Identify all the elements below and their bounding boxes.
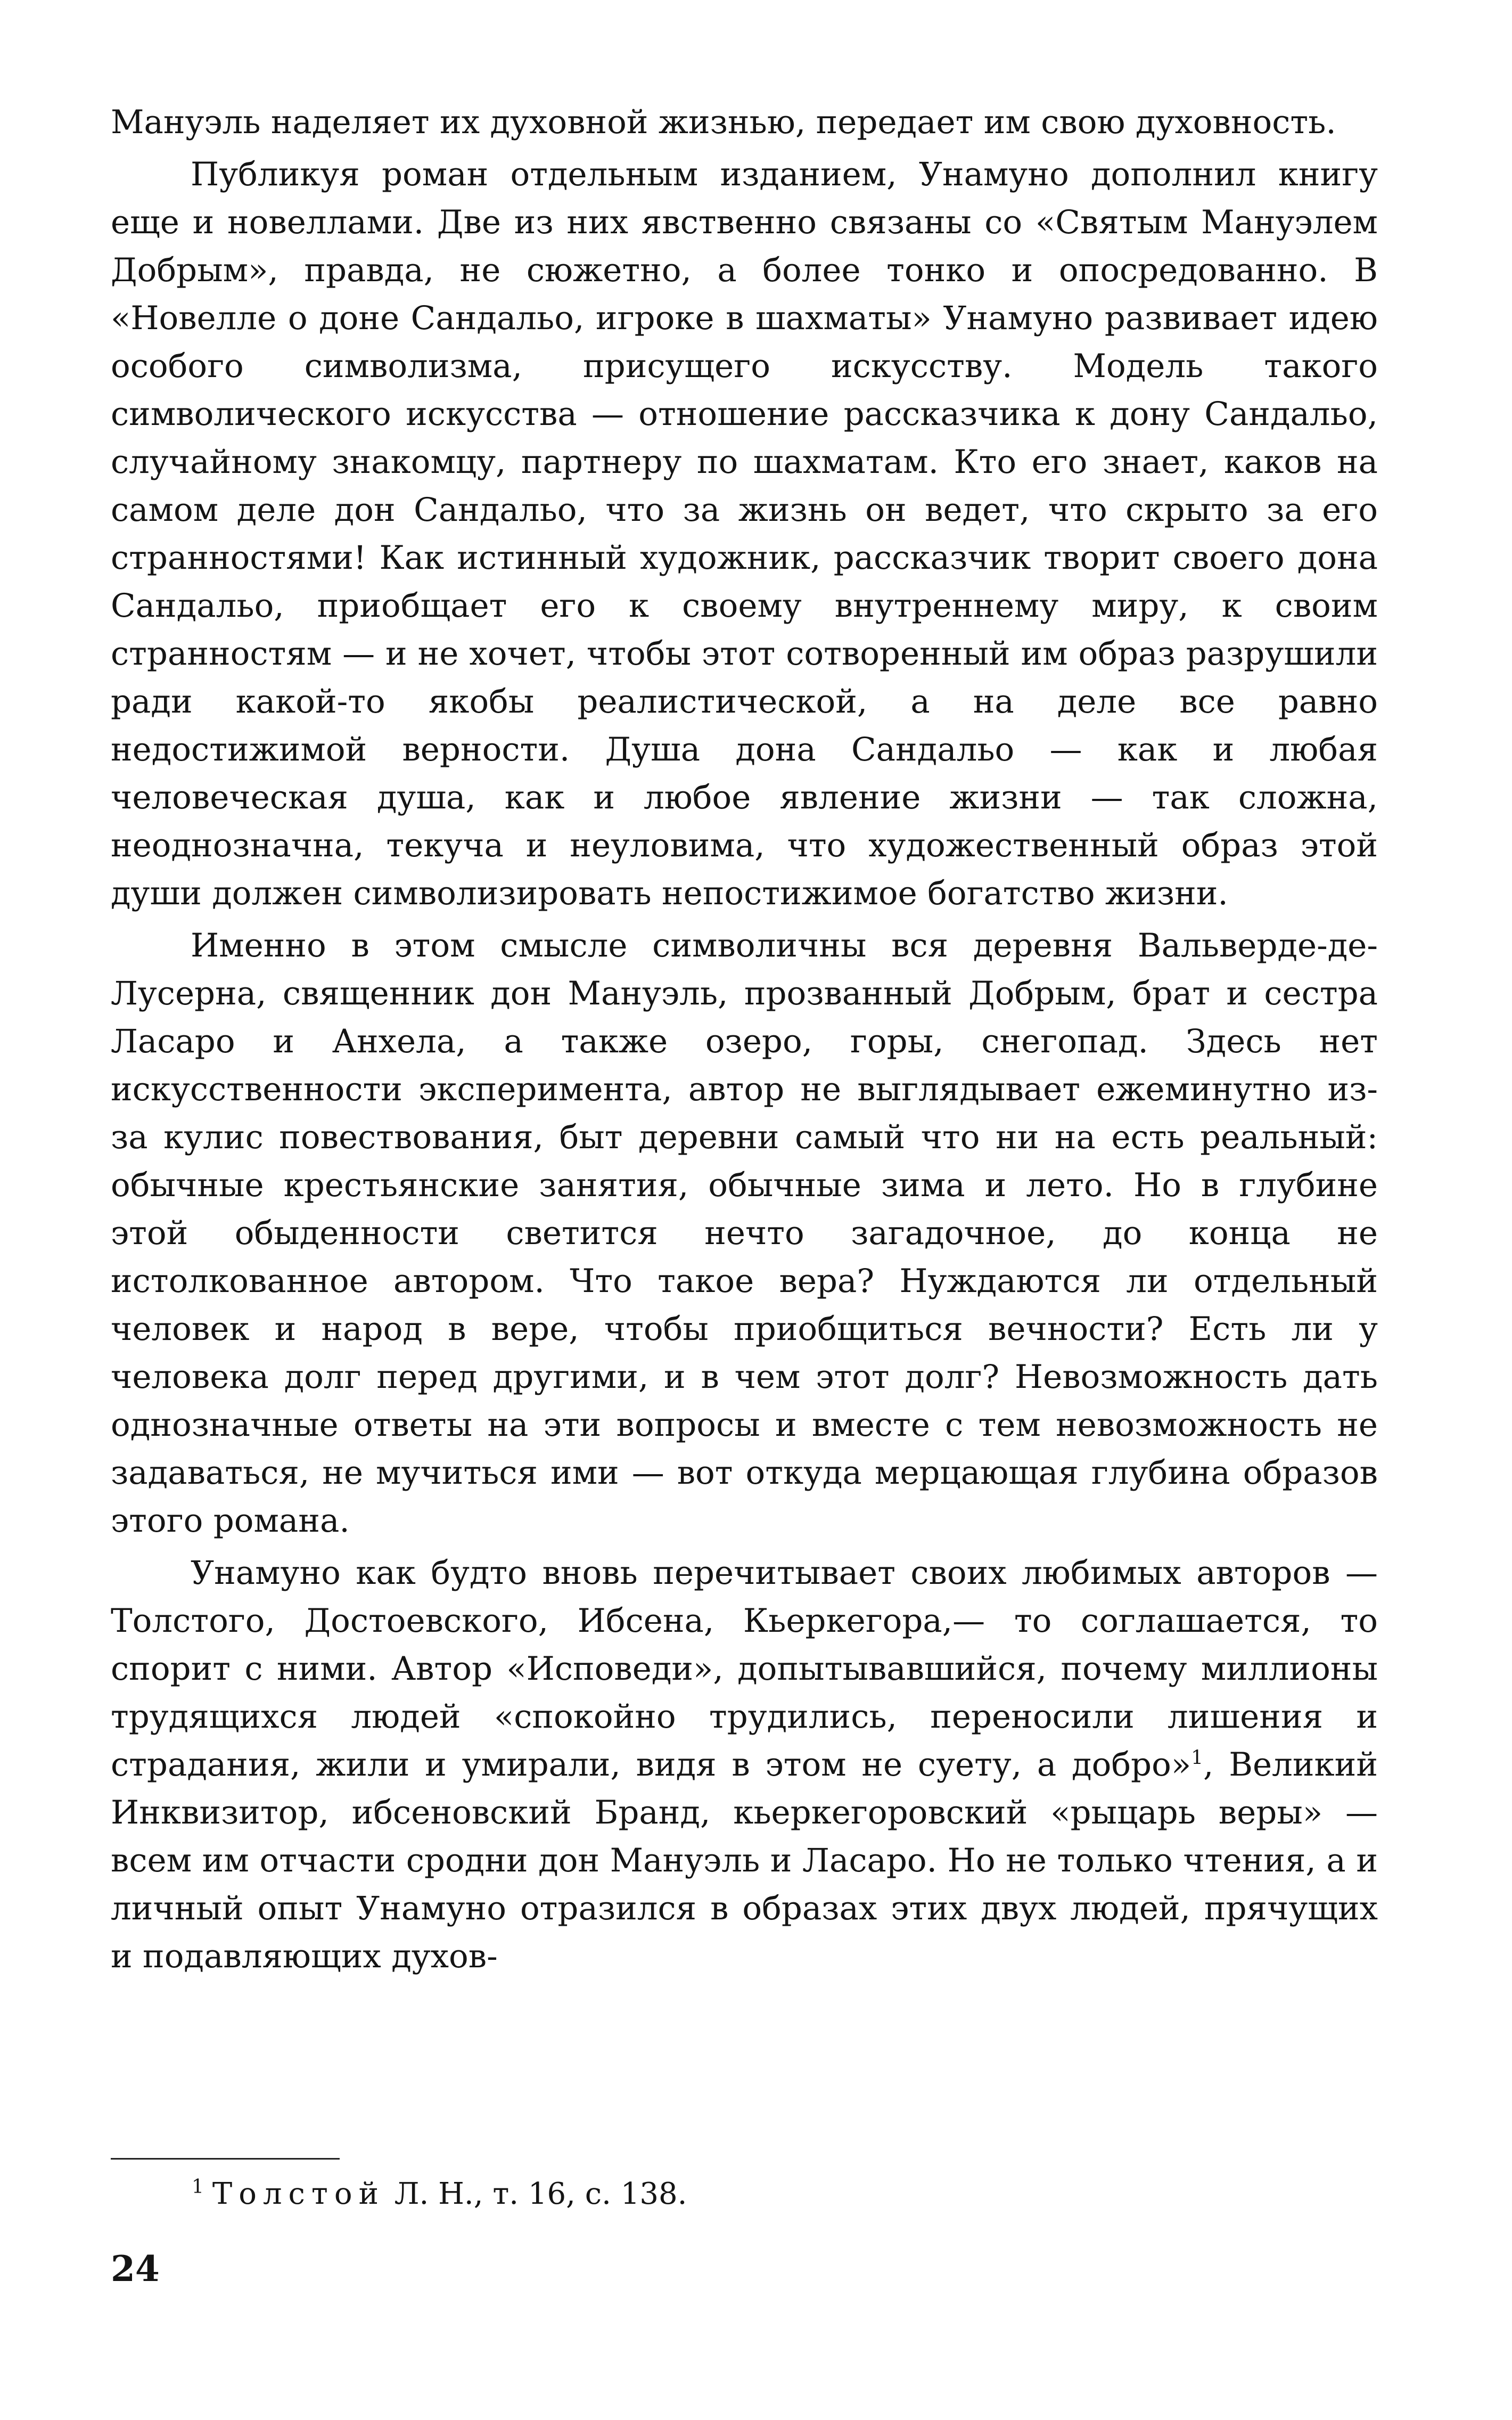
paragraph-3: Именно в этом смысле символичны вся деревня Вальверде-де-Лусерна, священник дон Мануэль, прозванный Добрым, брат и сестра Ласаро и Анхела, а также озеро, горы, снегопад. Здесь нет искусственности эксперимента, автор не выглядывает ежеминутно из-за кулис повествования, быт деревни самый что ни на есть реальный: обычные крестьянские занятия, обычные зима и лето. Но в глубине этой обыденности светится нечто загадочное, до конца не истолкованное автором. Что такое вера? Нуждаются ли отдельный человек и народ в вере, чтобы приобщиться вечности? Есть ли у человека долг перед другими, и в чем этот долг? Невозможность дать однозначные ответы на эти вопросы и вместе с тем невозможность не задаваться, не мучиться ими — вот откуда мерцающая глубина образов этого романа. xyxy=(111,927,1378,1540)
page-body xyxy=(111,99,1378,1981)
paragraph-2: Публикуя роман отдельным изданием, Унамуно дополнил книгу еще и новеллами. Две из них явственно связаны со «Святым Мануэлем Добрым», правда, не сюжетно, а более тонко и опосредованно. В «Новелле о доне Сандальо, игроке в шахматы» Унамуно развивает идею особого символизма, присущего искусству. Модель такого символического искусства — отношение рассказчика к дону Сандальо, случайному знакомцу, партнеру по шахматам. Кто его знает, каков на самом деле дон Сандальо, что за жизнь он ведет, что скрыто за его странностями! Как истинный художник, рассказчик творит своего дона Сандальо, приобщает его к своему внутреннему миру, к своим странностям — и не хочет, чтобы этот сотворенный им образ разрушили ради какой-то якобы реалистической, а на деле все равно недостижимой верности. Душа дона Сандальо — как и любая человеческая душа, как и любое явление жизни — так сложна, неоднозначна, текуча и неуловима, что художественный образ этой души должен символизировать непостижимое богатство жизни. xyxy=(111,156,1378,912)
paragraph-1: Мануэль наделяет их духовной жизнью, передает им свою духовность. xyxy=(111,103,1336,141)
footnote-marker: 1 xyxy=(1191,1747,1204,1769)
paragraph-4 xyxy=(111,1549,1378,1981)
footnote-number: 1 xyxy=(192,2176,204,2198)
footnote xyxy=(192,2173,687,2215)
paragraph-4-text-a: Унамуно как будто вновь перечитывает своих любимых авторов — Толстого, Достоевского, Ибсена, Кьеркегора,— то соглашается, то спорит с ними. Автор «Исповеди», допытывавшийся, почему миллионы трудящихся людей «спокойно трудились, переносили лишения и страдания, жили и умирали, видя в этом не суету, а добро» xyxy=(111,1554,1378,1784)
footnote-author: Толстой xyxy=(212,2177,385,2211)
page-number: 24 xyxy=(111,2248,160,2290)
footnote-text: Л. Н., т. 16, с. 138. xyxy=(394,2177,687,2211)
footnote-divider xyxy=(111,2158,340,2160)
paragraph-4-text-b: , Великий Инквизитор, ибсеновский Бранд, кьеркегоровский «рыцарь веры» — всем им отчасти сродни дон Мануэль и Ласаро. Но не только чтения, а и личный опыт Унамуно отразился в образах этих двух людей, прячущих и подавляющих духов- xyxy=(111,1746,1378,1975)
